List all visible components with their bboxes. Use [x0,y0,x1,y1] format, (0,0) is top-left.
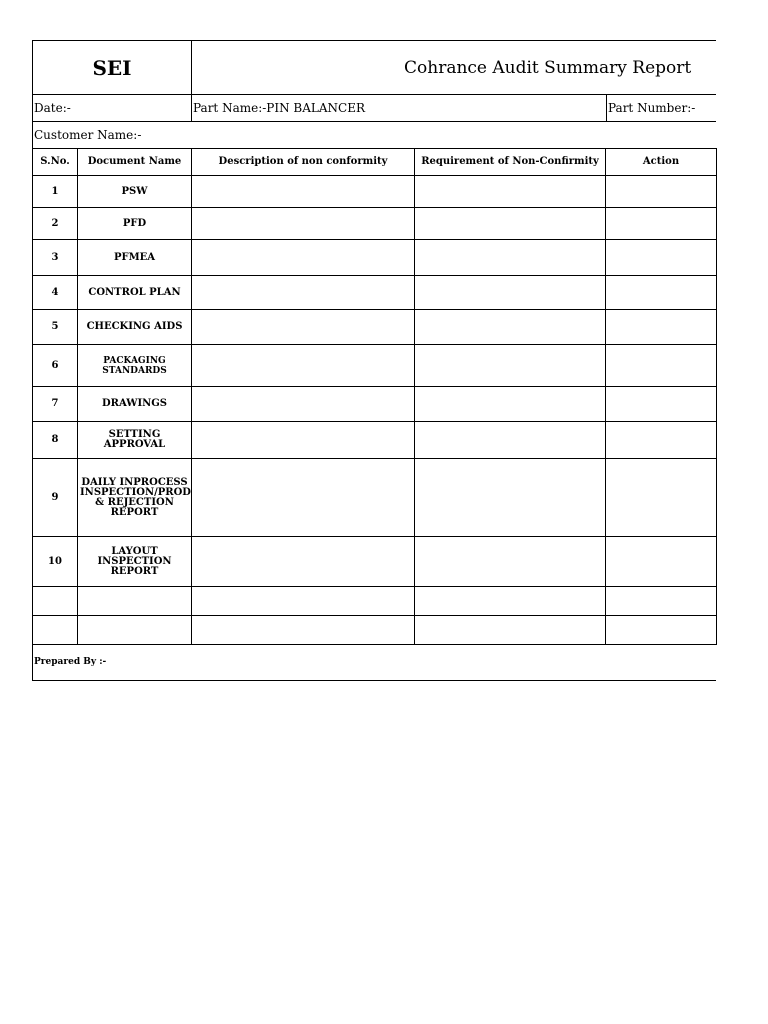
prepared-by-label: Prepared By :- [34,657,107,667]
sno-cell: 9 [33,459,78,537]
description-cell[interactable] [192,240,415,276]
date-field: Date:- [33,95,192,121]
part-name-field: Part Name:-PIN BALANCER [192,95,607,121]
action-cell[interactable] [606,422,717,459]
company-name: SEI [33,41,192,94]
table-row [33,459,717,537]
column-header-sno: S.No. [33,149,78,176]
column-header-requirement: Requirement of Non-Confirmity [415,149,606,176]
sno-cell [33,587,78,616]
table-row [33,345,717,387]
description-cell[interactable] [192,387,415,422]
report-header [32,40,716,95]
column-header-action: Action [606,149,717,176]
column-header-document-name: Document Name [78,149,192,176]
description-cell[interactable] [192,208,415,240]
sno-cell: 7 [33,387,78,422]
description-cell[interactable] [192,537,415,587]
table-row [33,208,717,240]
requirement-cell[interactable] [415,310,606,345]
requirement-cell[interactable] [415,459,606,537]
action-cell[interactable] [606,310,717,345]
action-cell[interactable] [606,387,717,422]
action-cell[interactable] [606,176,717,208]
document-name-cell: CONTROL PLAN [78,276,192,310]
description-cell[interactable] [192,459,415,537]
document-name-cell: DRAWINGS [78,387,192,422]
document-name-cell: PFD [78,208,192,240]
table-row [33,537,717,587]
description-cell[interactable] [192,310,415,345]
sno-cell [33,616,78,645]
document-name-cell: PACKAGING STANDARDS [78,345,192,387]
requirement-cell[interactable] [415,208,606,240]
table-row [33,422,717,459]
table-header-row [33,149,717,176]
column-header-description: Description of non conformity [192,149,415,176]
description-cell[interactable] [192,616,415,645]
table-row [33,387,717,422]
requirement-cell[interactable] [415,345,606,387]
sno-cell: 10 [33,537,78,587]
table-row [33,176,717,208]
requirement-cell[interactable] [415,176,606,208]
requirement-cell[interactable] [415,587,606,616]
audit-table [32,148,717,645]
requirement-cell[interactable] [415,616,606,645]
table-row [33,616,717,645]
action-cell[interactable] [606,276,717,310]
sno-cell: 2 [33,208,78,240]
action-cell[interactable] [606,240,717,276]
sno-cell: 1 [33,176,78,208]
document-name-cell: PFMEA [78,240,192,276]
requirement-cell[interactable] [415,387,606,422]
document-name-cell: SETTING APPROVAL [78,422,192,459]
table-row [33,276,717,310]
requirement-cell[interactable] [415,240,606,276]
part-number-field: Part Number:- [608,101,696,115]
table-row [33,587,717,616]
requirement-cell[interactable] [415,422,606,459]
sno-cell: 3 [33,240,78,276]
description-cell[interactable] [192,276,415,310]
document-name-cell: PSW [78,176,192,208]
report-title: Cohrance Audit Summary Report [404,57,692,78]
document-name-cell: DAILY INPROCESS INSPECTION/PROD & REJECTION REPORT [78,459,192,537]
requirement-cell[interactable] [415,537,606,587]
prepared-by-row [32,645,716,681]
action-cell[interactable] [606,345,717,387]
action-cell[interactable] [606,587,717,616]
sno-cell: 8 [33,422,78,459]
document-name-cell [78,616,192,645]
action-cell[interactable] [606,537,717,587]
customer-name-field: Customer Name:- [34,128,142,142]
requirement-cell[interactable] [415,276,606,310]
sno-cell: 6 [33,345,78,387]
description-cell[interactable] [192,345,415,387]
document-name-cell [78,587,192,616]
description-cell[interactable] [192,422,415,459]
description-cell[interactable] [192,587,415,616]
sno-cell: 5 [33,310,78,345]
table-row [33,240,717,276]
document-name-cell: LAYOUT INSPECTION REPORT [78,537,192,587]
info-row [32,95,716,122]
table-row [33,310,717,345]
sno-cell: 4 [33,276,78,310]
action-cell[interactable] [606,208,717,240]
action-cell[interactable] [606,616,717,645]
customer-row [32,122,716,148]
description-cell[interactable] [192,176,415,208]
audit-report-sheet [32,40,716,681]
action-cell[interactable] [606,459,717,537]
document-name-cell: CHECKING AIDS [78,310,192,345]
